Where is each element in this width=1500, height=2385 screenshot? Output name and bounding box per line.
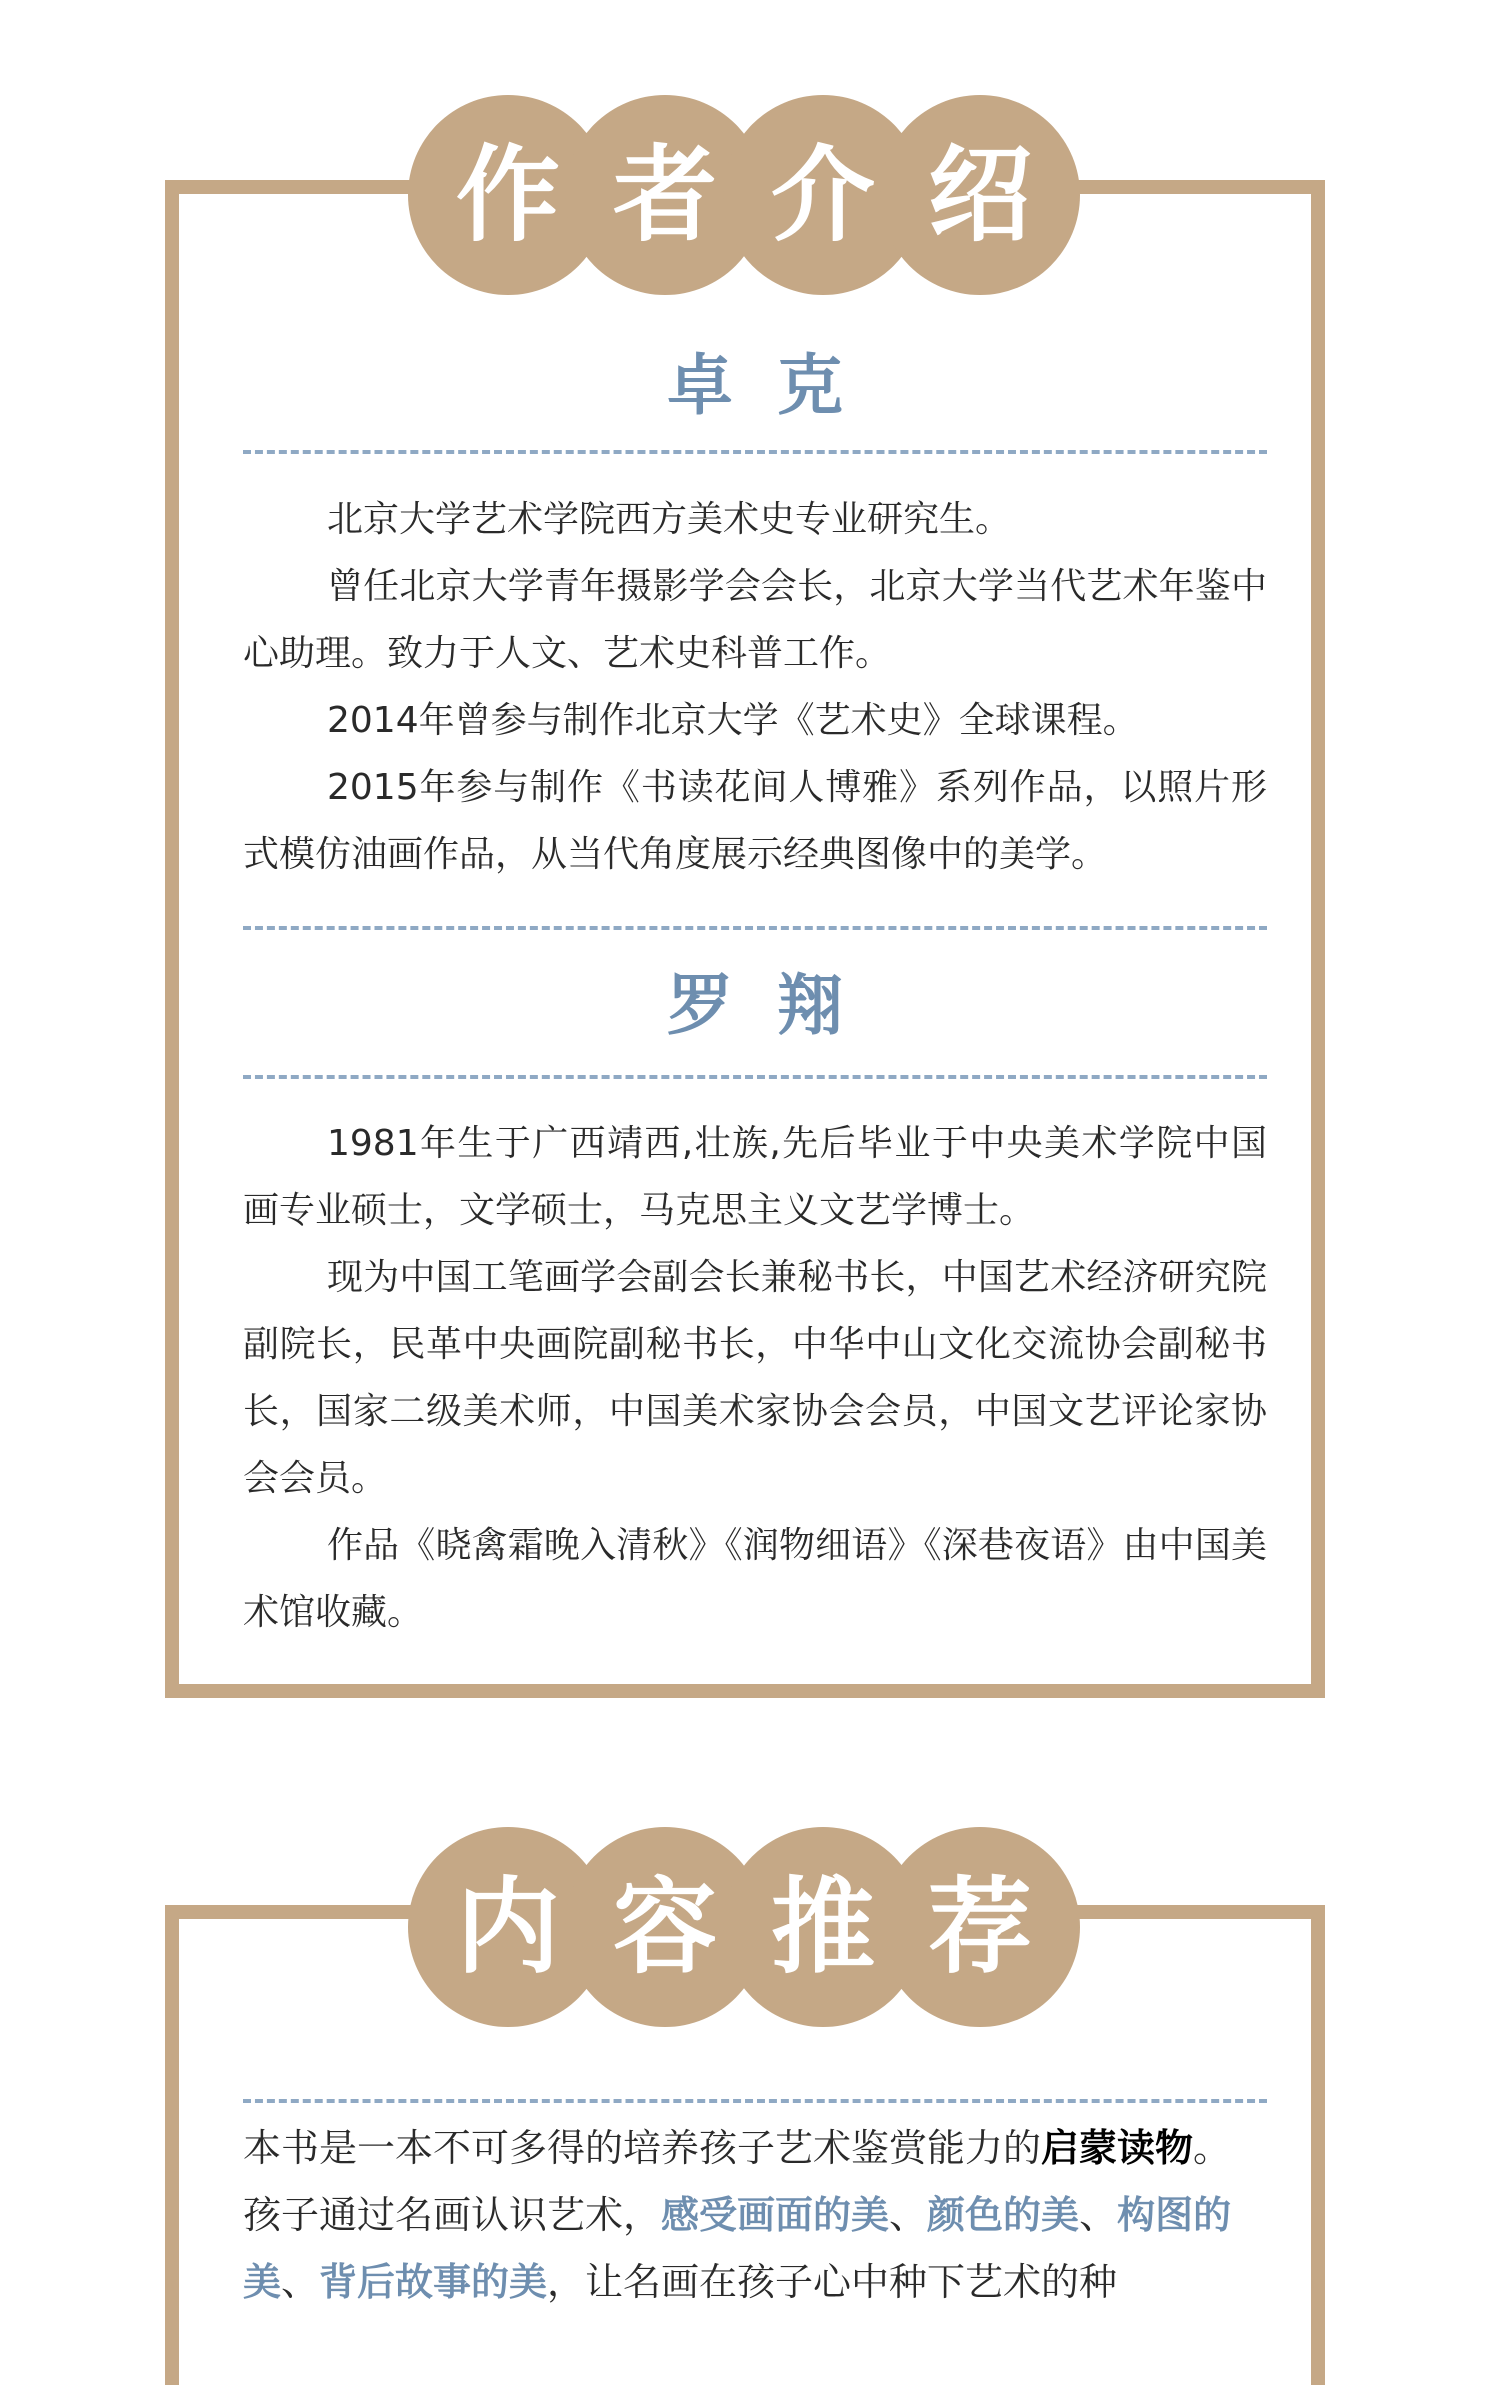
dashed-divider <box>243 926 1267 930</box>
author-name-luoxiang: 罗翔 <box>667 967 887 1044</box>
author-bio-zhuoke <box>243 486 1267 888</box>
intro-separator: 、 <box>281 2260 320 2304</box>
intro-text: 本书是一本不可多得的培养孩子艺术鉴赏能力的 <box>243 2126 1042 2170</box>
bio-paragraph: 1981年生于广西靖西,壮族,先后毕业于中央美术学院中国画专业硕士，文学硕士，马克思主义文艺学博士。 <box>243 1123 1267 1231</box>
bio-paragraph: 2015年参与制作《书读花间人博雅》系列作品，以照片形式模仿油画作品，从当代角度展示经典图像中的美学。 <box>243 767 1267 875</box>
intro-text: ，让名画在孩子心中种下艺术的种 <box>547 2260 1118 2304</box>
bio-paragraph: 作品《晓禽霜晚入清秋》《润物细语》《深巷夜语》由中国美术馆收藏。 <box>243 1525 1267 1633</box>
intro-highlight: 背后故事的美 <box>319 2260 548 2304</box>
bio-paragraph: 2014年曾参与制作北京大学《艺术史》全球课程。 <box>327 700 1139 741</box>
dashed-divider <box>243 2099 1267 2103</box>
title-char-circle: 作 <box>408 95 608 295</box>
dashed-divider <box>243 1075 1267 1079</box>
intro-bold-phrase: 启蒙读物 <box>1041 2126 1194 2170</box>
title-char-circle: 推 <box>723 1827 923 2027</box>
intro-separator: 、 <box>1079 2193 1118 2237</box>
title-char-circle: 者 <box>565 95 765 295</box>
intro-highlight: 构图的美 <box>243 2193 1232 2304</box>
author-name-zhuoke: 卓克 <box>667 347 887 424</box>
author-bio-luoxiang <box>243 1110 1267 1646</box>
dashed-divider <box>243 450 1267 454</box>
bio-paragraph: 北京大学艺术学院西方美术史专业研究生。 <box>327 499 1012 540</box>
content-intro <box>243 2115 1267 2316</box>
title-char-circle: 容 <box>565 1827 765 2027</box>
intro-highlight: 感受画面的美 <box>661 2193 890 2237</box>
intro-text: 。孩子通过名画认识艺术， <box>243 2126 1232 2237</box>
intro-highlight: 颜色的美 <box>927 2193 1080 2237</box>
title-char-circle: 介 <box>723 95 923 295</box>
title-char-circle: 内 <box>408 1827 608 2027</box>
content-section-title <box>408 1827 1080 2027</box>
title-char-circle: 绍 <box>880 95 1080 295</box>
bio-paragraph: 现为中国工笔画学会副会长兼秘书长，中国艺术经济研究院副院长，民革中央画院副秘书长，中华中山文化交流协会副秘书长，国家二级美术师，中国美术家协会会员，中国文艺评论家协会会员。 <box>243 1257 1267 1499</box>
title-char-circle: 荐 <box>880 1827 1080 2027</box>
author-section-title <box>408 95 1080 295</box>
intro-separator: 、 <box>889 2193 928 2237</box>
bio-paragraph: 曾任北京大学青年摄影学会会长，北京大学当代艺术年鉴中心助理。致力于人文、艺术史科普工作。 <box>243 566 1267 674</box>
